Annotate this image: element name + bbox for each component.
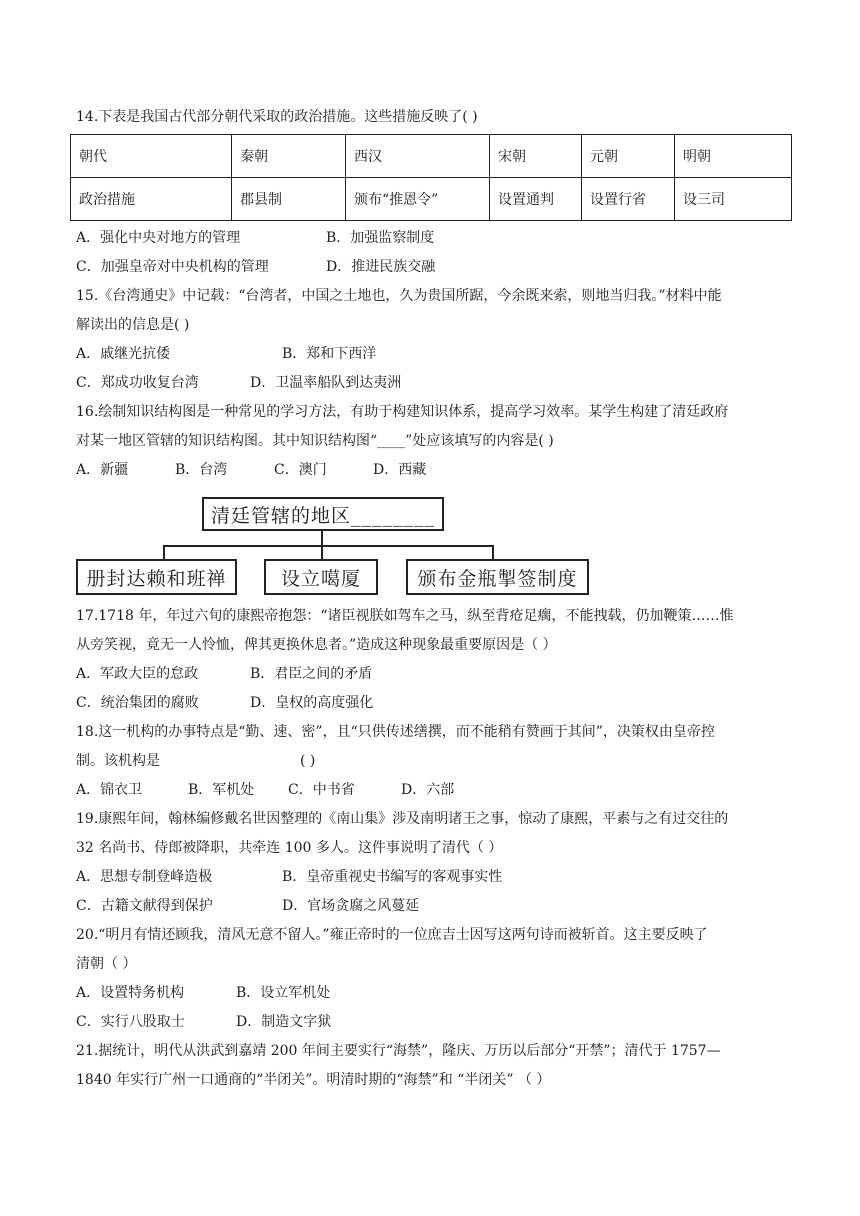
q18-stem-line-1: 18.这一机构的办事特点是“勤、速、密”，且“只供传述缮撰，而不能稍有赞画于其间”，决策权由皇帝控 xyxy=(76,724,715,740)
table-cell: 政治措施 xyxy=(71,178,232,221)
table-cell: 设置通判 xyxy=(490,178,582,221)
table-cell: 明朝 xyxy=(675,135,792,178)
table-cell: 设置行省 xyxy=(582,178,675,221)
table-cell: 朝代 xyxy=(71,135,232,178)
table-row xyxy=(71,178,792,221)
diagram-connector xyxy=(163,545,493,547)
q18-option-b[interactable]: B．军机处 xyxy=(188,782,255,798)
q18-stem-text: 制。该机构是 xyxy=(76,753,160,769)
diagram-right-box: 颁布金瓶掣签制度 xyxy=(406,559,589,595)
table-cell: 设三司 xyxy=(675,178,792,221)
q17-stem-line-1: 17.1718 年，年过六旬的康熙帝抱怨：“诸臣视朕如驾车之马，纵至背疮足瘸，不能拽载，仍加鞭策……惟 xyxy=(76,608,734,624)
q19-stem-line-1: 19.康熙年间，翰林编修戴名世因整理的《南山集》涉及南明诸王之事，惊动了康熙，平素与之有过交往的 xyxy=(76,811,729,827)
policy-table xyxy=(70,134,792,221)
q18-answer-bracket: ( ) xyxy=(300,753,316,769)
q20-option-a[interactable]: A．设置特务机构 xyxy=(76,985,185,1001)
q19-option-d[interactable]: D．官场贪腐之风蔓延 xyxy=(282,898,420,914)
table-cell: 西汉 xyxy=(346,135,490,178)
diagram-connector xyxy=(492,545,494,560)
diagram-connector xyxy=(321,545,323,560)
q19-option-a[interactable]: A．思想专制登峰造极 xyxy=(76,869,213,885)
q21-stem-line-2: 1840 年实行广州一口通商的“半闭关”。明清时期的“海禁”和 “半闭关” （ ） xyxy=(76,1072,551,1088)
table-cell: 秦朝 xyxy=(232,135,346,178)
q16-option-c[interactable]: C．澳门 xyxy=(274,462,327,478)
q21-stem-line-1: 21.据统计，明代从洪武到嘉靖 200 年间主要实行“海禁”，隆庆、万历以后部分“开禁”；清代于 1757— xyxy=(76,1043,721,1059)
q17-stem-line-2: 从旁笑视，竟无一人怜恤，俾其更换休息者。”造成这种现象最重要原因是（ ） xyxy=(76,637,557,653)
diagram-left-box: 册封达赖和班禅 xyxy=(76,559,237,595)
q17-option-d[interactable]: D．皇权的高度强化 xyxy=(250,695,374,711)
q19-option-b[interactable]: B．皇帝重视史书编写的客观事实性 xyxy=(282,869,503,885)
q15-option-c[interactable]: C．郑成功收复台湾 xyxy=(76,375,199,391)
diagram-top-box: 清廷管辖的地区________ xyxy=(202,497,444,531)
q18-option-d[interactable]: D．六部 xyxy=(401,782,455,798)
diagram-connector xyxy=(321,529,323,546)
table-cell: 颁布“推恩令” xyxy=(346,178,490,221)
q14-option-b[interactable]: B．加强监察制度 xyxy=(326,230,435,246)
q20-option-d[interactable]: D．制造文字狱 xyxy=(236,1014,332,1030)
q14-stem: 14.下表是我国古代部分朝代采取的政治措施。这些措施反映了( ) xyxy=(76,109,478,125)
q19-option-c[interactable]: C．古籍文献得到保护 xyxy=(76,898,213,914)
q16-stem-line-2: 对某一地区管辖的知识结构图。其中知识结构图“____”处应该填写的内容是( ) xyxy=(76,433,554,449)
q17-option-b[interactable]: B．君臣之间的矛盾 xyxy=(250,666,373,682)
q15-option-b[interactable]: B．郑和下西洋 xyxy=(282,346,377,362)
q16-option-d[interactable]: D．西藏 xyxy=(373,462,427,478)
diagram-connector xyxy=(163,545,165,560)
q16-stem-line-1: 16.绘制知识结构图是一种常见的学习方法，有助于构建知识体系，提高学习效率。某学生构建了清廷政府 xyxy=(76,404,729,420)
q19-stem-line-2: 32 名尚书、侍郎被降职，共牵连 100 多人。这件事说明了清代（ ） xyxy=(76,840,503,856)
q20-option-b[interactable]: B．设立军机处 xyxy=(236,985,331,1001)
q20-stem-line-2: 清朝（ ） xyxy=(76,956,137,972)
q15-stem-line-2: 解读出的信息是( ) xyxy=(76,317,190,333)
q18-option-a[interactable]: A．锦衣卫 xyxy=(76,782,143,798)
q14-option-c[interactable]: C．加强皇帝对中央机构的管理 xyxy=(76,259,269,275)
q15-option-a[interactable]: A．戚继光抗倭 xyxy=(76,346,171,362)
q18-option-c[interactable]: C．中书省 xyxy=(288,782,355,798)
q14-option-d[interactable]: D．推进民族交融 xyxy=(326,259,436,275)
q20-stem-line-1: 20.“明月有情还顾我，清风无意不留人。”雍正帝时的一位庶吉士因写这两句诗而被斩首。这主要反映了 xyxy=(76,927,708,943)
q17-option-a[interactable]: A．军政大臣的怠政 xyxy=(76,666,199,682)
table-cell: 元朝 xyxy=(582,135,675,178)
q20-option-c[interactable]: C．实行八股取士 xyxy=(76,1014,185,1030)
table-cell: 宋朝 xyxy=(490,135,582,178)
q17-option-c[interactable]: C．统治集团的腐败 xyxy=(76,695,199,711)
q14-option-a[interactable]: A．强化中央对地方的管理 xyxy=(76,230,241,246)
q16-option-a[interactable]: A．新疆 xyxy=(76,462,129,478)
q15-stem-line-1: 15.《台湾通史》中记载：“台湾者，中国之土地也，久为贵国所踞，今余既来索，则地当归我。”材料中能 xyxy=(76,288,722,304)
q15-option-d[interactable]: D．卫温率船队到达夷洲 xyxy=(250,375,402,391)
diagram-middle-box: 设立噶厦 xyxy=(264,559,378,595)
knowledge-structure-diagram xyxy=(76,497,591,595)
q18-stem-line-2 xyxy=(76,751,800,771)
table-row xyxy=(71,135,792,178)
q16-option-b[interactable]: B．台湾 xyxy=(175,462,228,478)
table-cell: 郡县制 xyxy=(232,178,346,221)
